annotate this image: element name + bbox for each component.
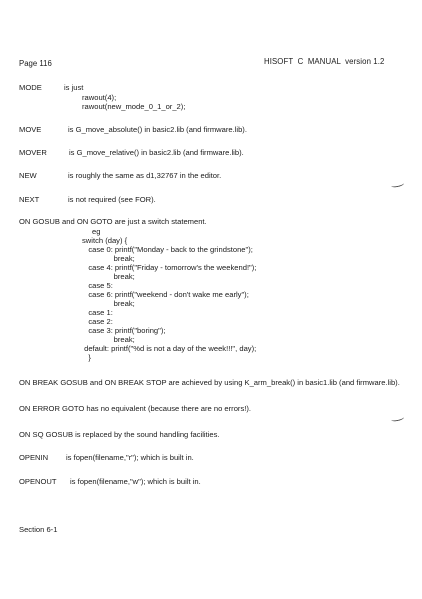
code-line: case 5: xyxy=(82,281,113,290)
mover-description: is G_move_relative() in basic2.lib (and firmware.lib). xyxy=(69,148,244,157)
move-description: is G_move_absolute() in basic2.lib (and firmware.lib). xyxy=(68,125,247,134)
margin-tick-mark xyxy=(391,181,405,189)
keyword-move: MOVE xyxy=(19,125,42,134)
code-line: default: printf("%d is not a day of the week!!!", day); xyxy=(82,344,257,353)
mode-code-line-2: rawout(new_mode_0_1_or_2); xyxy=(82,102,186,111)
mode-description: is just xyxy=(64,83,84,92)
on-break-paragraph: ON BREAK GOSUB and ON BREAK STOP are achieved by using K_arm_break() in basic1.lib (and firmware.lib). xyxy=(19,378,400,387)
code-line: switch (day) { xyxy=(82,236,128,245)
keyword-openin: OPENIN xyxy=(19,453,49,462)
openout-description: is fopen(filename,"w"); which is built in. xyxy=(70,477,201,486)
mode-code-line-1: rawout(4); xyxy=(82,93,117,102)
openin-description: is fopen(filename,"r"); which is built in. xyxy=(66,453,194,462)
code-line: break; xyxy=(82,254,135,263)
new-description: is roughly the same as d1,32767 in the editor. xyxy=(68,171,222,180)
code-line: case 1: xyxy=(82,308,113,317)
keyword-new: NEW xyxy=(19,171,37,180)
code-line: break; xyxy=(82,272,135,281)
code-line: case 2: xyxy=(82,317,113,326)
code-line: case 4: printf("Friday - tomorrow's the weekend!"); xyxy=(82,263,257,272)
code-line: case 3: printf("boring"); xyxy=(82,326,166,335)
on-sq-paragraph: ON SQ GOSUB is replaced by the sound handling facilities. xyxy=(19,430,220,439)
keyword-next: NEXT xyxy=(19,195,40,204)
section-footer: Section 6-1 xyxy=(19,525,58,534)
keyword-mode: MODE xyxy=(19,83,42,92)
manual-title: HISOFT C MANUAL version 1.2 xyxy=(264,57,385,66)
keyword-mover: MOVER xyxy=(19,148,47,157)
keyword-openout: OPENOUT xyxy=(19,477,57,486)
on-gosub-paragraph: ON GOSUB and ON GOTO are just a switch statement. xyxy=(19,217,207,226)
code-line: case 0: printf("Monday - back to the grindstone"); xyxy=(82,245,253,254)
code-line: break; xyxy=(82,299,135,308)
code-line: } xyxy=(82,353,91,362)
margin-tick-mark xyxy=(391,415,405,423)
code-line: break; xyxy=(82,335,135,344)
example-label: eg xyxy=(92,227,101,236)
next-description: is not required (see FOR). xyxy=(68,195,156,204)
code-line: case 6: printf("weekend - don't wake me early"); xyxy=(82,290,249,299)
on-error-paragraph: ON ERROR GOTO has no equivalent (because there are no errors!). xyxy=(19,404,251,413)
page-number: Page 116 xyxy=(19,59,52,68)
